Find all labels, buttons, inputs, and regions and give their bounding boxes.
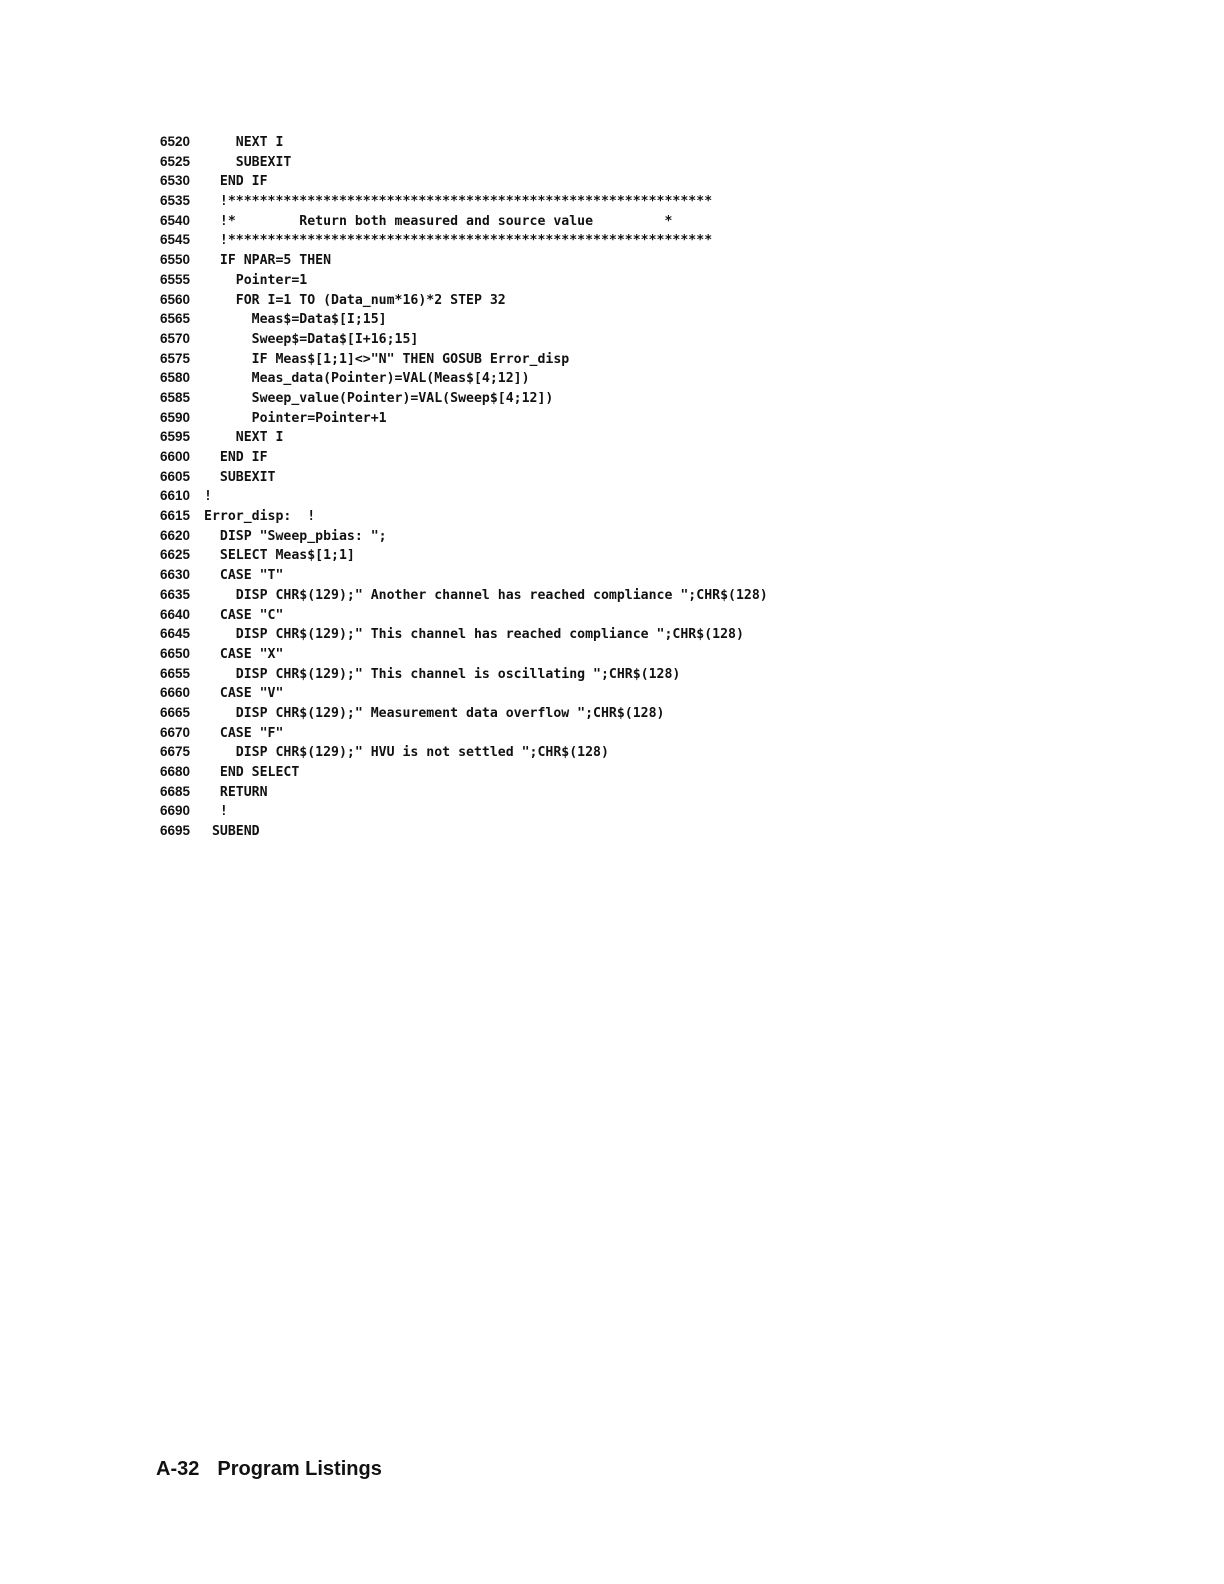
code-line [160, 290, 768, 310]
code-line [160, 526, 768, 546]
section-title: Program Listings [217, 1458, 382, 1480]
code-line [160, 309, 768, 329]
line-number: 6565 [160, 311, 191, 327]
code-line [160, 801, 768, 821]
line-number: 6645 [160, 626, 191, 642]
line-number: 6680 [160, 764, 191, 779]
code-line [160, 349, 768, 369]
code-text: Sweep$=Data$[I+16;15] [204, 331, 419, 347]
code-line [160, 191, 768, 211]
code-text: DISP "Sweep_pbias: "; [204, 528, 387, 544]
code-text: !************************************************************* [204, 233, 713, 249]
line-number: 6655 [160, 665, 191, 681]
code-text: CASE "X" [204, 646, 284, 662]
code-line [160, 683, 768, 703]
line-number: 6670 [160, 724, 191, 740]
code-text: SUBEXIT [204, 469, 276, 485]
line-number: 6695 [160, 823, 191, 839]
code-line [160, 467, 768, 487]
line-number: 6630 [160, 567, 191, 583]
code-line [160, 585, 768, 605]
line-number: 6575 [160, 350, 191, 366]
code-line [160, 762, 768, 782]
code-text: Pointer=Pointer+1 [204, 410, 387, 426]
line-number: 6530 [160, 173, 191, 189]
code-line [160, 664, 768, 684]
code-text: FOR I=1 TO (Data_num*16)*2 STEP 32 [204, 292, 506, 308]
line-number: 6595 [160, 429, 191, 445]
line-number: 6615 [160, 508, 191, 524]
code-text: CASE "C" [204, 607, 284, 623]
code-line [160, 821, 768, 841]
code-line [160, 368, 768, 388]
line-number: 6605 [160, 468, 191, 484]
line-number: 6560 [160, 291, 191, 307]
code-line [160, 329, 768, 349]
code-line [160, 230, 768, 250]
code-line [160, 427, 768, 447]
page-footer [156, 1458, 382, 1481]
code-text: Pointer=1 [204, 272, 308, 288]
code-text: DISP CHR$(129);" HVU is not settled ";CHR$(128) [204, 745, 609, 761]
code-text: DISP CHR$(129);" This channel has reached compliance ";CHR$(128) [204, 627, 744, 643]
line-number: 6600 [160, 449, 191, 464]
code-text: DISP CHR$(129);" This channel is oscillating ";CHR$(128) [204, 666, 681, 682]
code-text: Sweep_value(Pointer)=VAL(Sweep$[4;12]) [204, 390, 554, 406]
code-text: Error_disp: ! [204, 509, 316, 525]
line-number: 6535 [160, 193, 191, 209]
code-line [160, 624, 768, 644]
code-line [160, 545, 768, 565]
line-number: 6640 [160, 606, 191, 622]
code-line [160, 447, 768, 467]
line-number: 6520 [160, 134, 191, 149]
code-line [160, 171, 768, 191]
line-number: 6675 [160, 744, 191, 760]
line-number: 6610 [160, 488, 191, 504]
line-number: 6685 [160, 783, 191, 799]
code-text: SUBEXIT [204, 154, 292, 170]
code-text: END SELECT [204, 765, 300, 780]
code-line [160, 644, 768, 664]
code-text: DISP CHR$(129);" Measurement data overflow ";CHR$(128) [204, 705, 665, 721]
line-number: 6555 [160, 271, 191, 287]
line-number: 6525 [160, 153, 191, 169]
code-text: ! [204, 489, 212, 505]
code-text: IF NPAR=5 THEN [204, 253, 332, 269]
line-number: 6590 [160, 409, 191, 425]
line-number: 6570 [160, 330, 191, 346]
code-text: SELECT Meas$[1;1] [204, 548, 355, 564]
code-line [160, 250, 768, 270]
line-number: 6650 [160, 645, 191, 661]
line-number: 6660 [160, 685, 191, 701]
code-line [160, 723, 768, 743]
code-text: SUBEND [204, 824, 260, 840]
code-line [160, 486, 768, 506]
code-text: ! [204, 804, 228, 820]
code-line [160, 408, 768, 428]
program-listing [160, 132, 768, 841]
line-number: 6585 [160, 389, 191, 405]
code-line [160, 565, 768, 585]
code-text: CASE "V" [204, 686, 284, 702]
code-text: DISP CHR$(129);" Another channel has reached compliance ";CHR$(128) [204, 587, 768, 603]
code-line [160, 605, 768, 625]
code-line [160, 742, 768, 762]
code-line [160, 782, 768, 802]
code-line [160, 152, 768, 172]
code-text: NEXT I [204, 430, 284, 446]
code-text: !* Return both measured and source value * [204, 213, 673, 229]
code-text: NEXT I [204, 135, 284, 150]
code-text: CASE "T" [204, 568, 284, 584]
code-text: Meas$=Data$[I;15] [204, 312, 387, 328]
line-number: 6690 [160, 803, 191, 819]
line-number: 6545 [160, 232, 191, 248]
line-number: 6625 [160, 547, 191, 563]
code-text: CASE "F" [204, 725, 284, 741]
code-text: IF Meas$[1;1]<>"N" THEN GOSUB Error_disp [204, 351, 570, 367]
code-text: !************************************************************* [204, 194, 713, 210]
line-number: 6540 [160, 212, 191, 228]
code-line [160, 388, 768, 408]
line-number: 6665 [160, 704, 191, 720]
code-text: END IF [204, 450, 268, 465]
code-text: Meas_data(Pointer)=VAL(Meas$[4;12]) [204, 371, 530, 387]
code-text: RETURN [204, 784, 268, 800]
line-number: 6620 [160, 527, 191, 543]
line-number: 6635 [160, 586, 191, 602]
code-line [160, 703, 768, 723]
line-number: 6580 [160, 370, 191, 386]
line-number: 6550 [160, 252, 191, 268]
code-line [160, 132, 768, 152]
code-line [160, 270, 768, 290]
code-text: END IF [204, 174, 268, 190]
page-number: A-32 [156, 1458, 200, 1480]
code-line [160, 211, 768, 231]
code-line [160, 506, 768, 526]
